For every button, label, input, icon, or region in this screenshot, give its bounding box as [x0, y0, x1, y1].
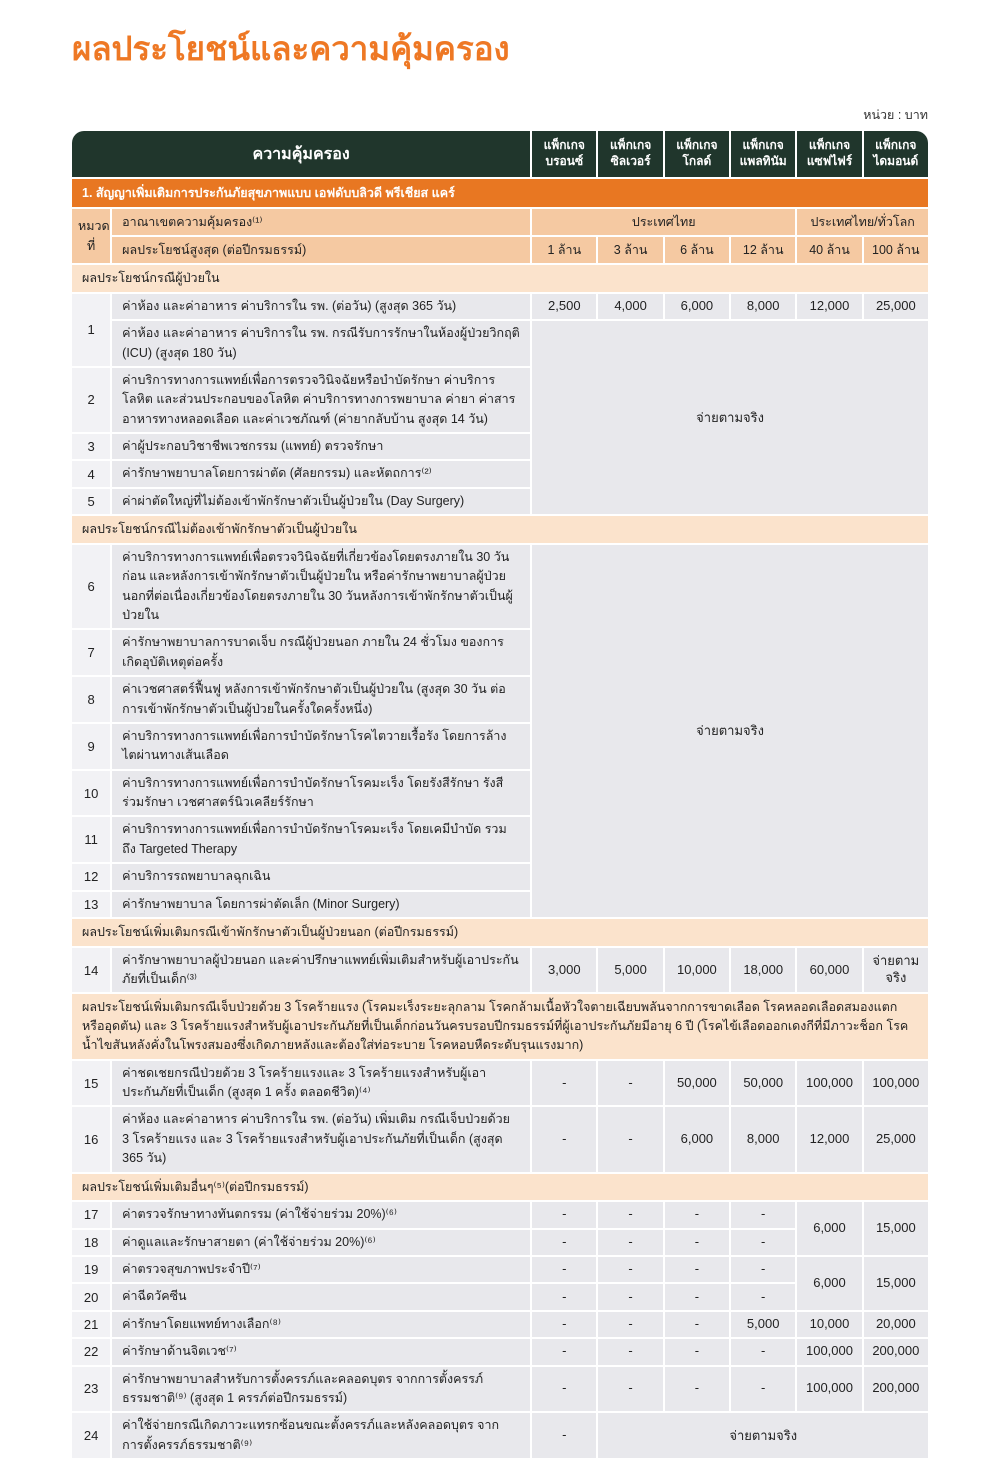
value-cell: 50,000	[731, 1061, 795, 1106]
row-number: 3	[72, 434, 110, 459]
value-cell: จ่ายตามจริง	[864, 948, 928, 993]
limit-cell: 12 ล้าน	[731, 237, 795, 263]
value-cell: 20,000	[864, 1312, 928, 1337]
value-cell: -	[532, 1230, 596, 1255]
value-cell: 100,000	[797, 1061, 861, 1106]
section-title: ผลประโยชน์เพิ่มเติมกรณีเข้าพักรักษาตัวเป็นผู้ป่วยนอก (ต่อปีกรมธรรม์)	[72, 919, 928, 946]
table-header-row	[72, 131, 928, 177]
value-cell: -	[532, 1312, 596, 1337]
value-cell: -	[665, 1202, 729, 1227]
package-word: แพ็กเกจ	[609, 138, 652, 153]
table-row	[72, 321, 928, 366]
row-number: 17	[72, 1202, 110, 1227]
benefit-desc: ค่าผ่าตัดใหญ่ที่ไม่ต้องเข้าพักรักษาตัวเป็นผู้ป่วยใน (Day Surgery)	[112, 489, 530, 514]
value-cell: -	[731, 1202, 795, 1227]
value-cell: -	[532, 1284, 596, 1309]
section-row-ipd	[72, 265, 928, 292]
benefit-desc: ค่าห้อง และค่าอาหาร ค่าบริการใน รพ. (ต่อวัน) (สูงสุด 365 วัน)	[112, 294, 530, 319]
package-header-silver	[598, 131, 662, 177]
package-word: แพ็กเกจ	[543, 138, 585, 153]
benefit-desc: ค่ารักษาโดยแพทย์ทางเลือก⁽⁸⁾	[112, 1312, 530, 1337]
package-name: แพลทินัม	[739, 154, 787, 168]
limit-cell: 6 ล้าน	[665, 237, 729, 263]
row-number: 16	[72, 1107, 110, 1171]
value-cell-merged: 15,000	[864, 1202, 928, 1255]
row-number: 11	[72, 817, 110, 862]
section-title: ผลประโยชน์เพิ่มเติมกรณีเจ็บป่วยด้วย 3 โรคร้ายแรง (โรคมะเร็งระยะลุกลาม โรคกล้ามเนื้อหัวใจตายเฉียบพลันจากการขาดเลือด โรคหลอดเลือดสมองแตกหรืออุดตัน) และ 3 โรคร้ายแรงสำหรับผู้เอาประกันภัยที่เป็นเด็กก่อนวันครบรอบปีกรมธรรม์ที่ผู้เอาประกันภัยมีอายุ 6 ปี (โรคไข้เลือดออกเดงกีที่มีภาวะช็อก โรคน้ำไขสันหลังคั่งในโพรงสมองซึ่งเกิดภายหลังและต้องใส่ท่อระบาย โรคหอบหืดระดับรุนแรงมาก)	[72, 994, 928, 1058]
benefit-desc: ค่ารักษาพยาบาลผู้ป่วยนอก และค่าปรึกษาแพทย์เพิ่มเติมสำหรับผู้เอาประกันภัยที่เป็นเด็ก⁽³⁾	[112, 948, 530, 993]
row-number: 13	[72, 892, 110, 917]
table-row	[72, 1061, 928, 1106]
table-row	[72, 1202, 928, 1227]
section-title: ผลประโยชน์กรณีผู้ป่วยใน	[72, 265, 928, 292]
package-word: แพ็กเกจ	[676, 138, 718, 153]
benefit-desc: ค่าห้อง และค่าอาหาร ค่าบริการใน รพ. (ต่อวัน) เพิ่มเติม กรณีเจ็บป่วยด้วย 3 โรคร้ายแรง และ 3 โรคร้ายแรงสำหรับผู้เอาประกันภัยที่เป็นเด็ก (สูงสุด 365 วัน)	[112, 1107, 530, 1171]
benefit-desc: ค่าดูแลและรักษาสายตา (ค่าใช้จ่ายร่วม 20%)⁽⁶⁾	[112, 1230, 530, 1255]
benefit-desc: ค่าบริการทางการแพทย์เพื่อตรวจวินิจฉัยที่เกี่ยวข้องโดยตรงภายใน 30 วันก่อน และหลังการเข้าพักรักษาตัวเป็นผู้ป่วยใน หรือค่ารักษาพยาบาลผู้ป่วยนอกที่ต่อเนื่องเกี่ยวข้องโดยตรงภายใน 30 วันหลังการเข้าพักรักษาตัวเป็นผู้ป่วยใน	[112, 545, 530, 629]
value-cell: 12,000	[797, 294, 861, 319]
value-cell: 100,000	[864, 1061, 928, 1106]
value-cell: -	[598, 1257, 662, 1282]
benefit-desc: ค่าตรวจรักษาทางทันตกรรม (ค่าใช้จ่ายร่วม 20%)⁽⁶⁾	[112, 1202, 530, 1227]
value-cell: 2,500	[532, 294, 596, 319]
benefit-desc: ค่าห้อง และค่าอาหาร ค่าบริการใน รพ. กรณีรับการรักษาในห้องผู้ป่วยวิกฤติ (ICU) (สูงสุด 180 วัน)	[112, 321, 530, 366]
benefit-desc: ค่าบริการทางการแพทย์เพื่อการตรวจวินิจฉัยหรือบำบัดรักษา ค่าบริการโลหิต และส่วนประกอบของโลหิต ค่าบริการทางการพยาบาล ค่ายา ค่าสารอาหารทางหลอดเลือด และค่าเวชภัณฑ์ (ค่ายากลับบ้าน สูงสุด 14 วัน)	[112, 368, 530, 432]
value-cell: 18,000	[731, 948, 795, 993]
value-cell: -	[598, 1202, 662, 1227]
value-cell: 5,000	[598, 948, 662, 993]
value-cell: 10,000	[665, 948, 729, 993]
row-number: 15	[72, 1061, 110, 1106]
unit-label: หน่วย : บาท	[863, 108, 928, 122]
value-cell: 50,000	[665, 1061, 729, 1106]
package-header-sapphire	[797, 131, 861, 177]
value-cell-merged: 6,000	[797, 1257, 861, 1310]
row-number: 22	[72, 1339, 110, 1364]
benefit-desc: ค่ารักษาพยาบาล โดยการผ่าตัดเล็ก (Minor Surgery)	[112, 892, 530, 917]
value-cell: 5,000	[731, 1312, 795, 1337]
limit-cell: 1 ล้าน	[532, 237, 596, 263]
category-col-label: หมวดที่	[72, 209, 110, 263]
row-number: 14	[72, 948, 110, 993]
row-number: 18	[72, 1230, 110, 1255]
value-cell: -	[598, 1230, 662, 1255]
value-cell: 25,000	[864, 1107, 928, 1171]
package-name: แซฟไฟร์	[806, 154, 853, 168]
value-cell: 4,000	[598, 294, 662, 319]
package-name: โกลด์	[682, 154, 712, 168]
row-number: 12	[72, 864, 110, 889]
row-number: 4	[72, 461, 110, 486]
limit-cell: 3 ล้าน	[598, 237, 662, 263]
table-row	[72, 1413, 928, 1458]
value-cell: -	[532, 1061, 596, 1106]
benefit-desc: ค่าบริการทางการแพทย์เพื่อการบำบัดรักษาโรคมะเร็ง โดยเคมีบำบัด รวมถึง Targeted Therapy	[112, 817, 530, 862]
table-row	[72, 1257, 928, 1282]
value-cell: -	[532, 1367, 596, 1412]
package-word: แพ็กเกจ	[742, 138, 784, 153]
row-number: 10	[72, 771, 110, 816]
value-cell: 200,000	[864, 1367, 928, 1412]
value-cell: 10,000	[797, 1312, 861, 1337]
territory-thailand: ประเทศไทย	[532, 209, 795, 235]
value-cell: -	[598, 1312, 662, 1337]
value-cell: 100,000	[797, 1339, 861, 1364]
contract-title: 1. สัญญาเพิ่มเติมการประกันภัยสุขภาพแบบ เอฟดับบลิวดี พรีเชียส แคร์	[72, 179, 928, 207]
value-cell: 200,000	[864, 1339, 928, 1364]
value-cell: -	[665, 1367, 729, 1412]
pay-actual-cell: จ่ายตามจริง	[532, 545, 928, 917]
package-word: แพ็กเกจ	[808, 138, 851, 153]
value-cell: -	[598, 1339, 662, 1364]
limit-cell: 100 ล้าน	[864, 237, 928, 263]
row-number: 8	[72, 677, 110, 722]
value-cell: -	[731, 1367, 795, 1412]
row-number: 1	[72, 294, 110, 366]
territory-label: อาณาเขตความคุ้มครอง⁽¹⁾	[112, 209, 530, 235]
package-name: บรอนซ์	[545, 154, 584, 168]
row-number: 9	[72, 724, 110, 769]
benefit-desc: ค่าใช้จ่ายกรณีเกิดภาวะแทรกซ้อนขณะตั้งครรภ์และหลังคลอดบุตร จากการตั้งครรภ์ธรรมชาติ⁽⁹⁾	[112, 1413, 530, 1458]
value-cell: -	[598, 1284, 662, 1309]
max-benefit-label: ผลประโยชน์สูงสุด (ต่อปีกรมธรรม์)	[112, 237, 530, 263]
value-cell: -	[598, 1367, 662, 1412]
row-number: 6	[72, 545, 110, 629]
row-number: 19	[72, 1257, 110, 1282]
value-cell-merged: 6,000	[797, 1202, 861, 1255]
benefit-desc: ค่าฉีดวัคซีน	[112, 1284, 530, 1309]
value-cell: -	[731, 1257, 795, 1282]
benefit-desc: ค่าบริการทางการแพทย์เพื่อการบำบัดรักษาโรคไตวายเรื้อรัง โดยการล้างไตผ่านทางเส้นเลือด	[112, 724, 530, 769]
package-header-platinum	[731, 131, 795, 177]
value-cell: -	[665, 1257, 729, 1282]
limit-cell: 40 ล้าน	[797, 237, 861, 263]
value-cell: -	[532, 1202, 596, 1227]
value-cell: -	[532, 1257, 596, 1282]
row-number: 24	[72, 1413, 110, 1458]
package-header-diamond	[864, 131, 928, 177]
value-cell: -	[731, 1284, 795, 1309]
section-title: ผลประโยชน์กรณีไม่ต้องเข้าพักรักษาตัวเป็นผู้ป่วยใน	[72, 516, 928, 543]
benefit-desc: ค่าเวชศาสตร์ฟื้นฟู หลังการเข้าพักรักษาตัวเป็นผู้ป่วยใน (สูงสุด 30 วัน ต่อการเข้าพักรักษาตัวเป็นผู้ป่วยในครั้งใดครั้งหนึ่ง)	[112, 677, 530, 722]
value-cell: -	[731, 1339, 795, 1364]
table-row	[72, 294, 928, 319]
section-row-opd	[72, 516, 928, 543]
max-benefit-row	[72, 237, 928, 263]
value-cell: 6,000	[665, 1107, 729, 1171]
value-cell: 60,000	[797, 948, 861, 993]
value-cell: -	[665, 1230, 729, 1255]
table-row	[72, 1339, 928, 1364]
section-row-opd-extra	[72, 919, 928, 946]
package-name: ไดมอนด์	[873, 154, 919, 168]
contract-title-row	[72, 179, 928, 207]
value-cell: -	[598, 1061, 662, 1106]
value-cell: 8,000	[731, 1107, 795, 1171]
pay-actual-cell: จ่ายตามจริง	[532, 321, 928, 514]
benefit-desc: ค่ารักษาพยาบาลโดยการผ่าตัด (ศัลยกรรม) และหัตถการ⁽²⁾	[112, 461, 530, 486]
value-cell-merged: 15,000	[864, 1257, 928, 1310]
territory-worldwide: ประเทศไทย/ทั่วโลก	[797, 209, 928, 235]
value-cell: 8,000	[731, 294, 795, 319]
row-number: 2	[72, 368, 110, 432]
value-cell: -	[532, 1107, 596, 1171]
row-number: 23	[72, 1367, 110, 1412]
section-row-critical-illness	[72, 994, 928, 1058]
benefits-table	[70, 129, 930, 1460]
coverage-header: ความคุ้มครอง	[72, 131, 530, 177]
package-header-bronze	[532, 131, 596, 177]
row-number: 20	[72, 1284, 110, 1309]
value-cell: 25,000	[864, 294, 928, 319]
value-cell: -	[598, 1107, 662, 1171]
benefit-desc: ค่าชดเชยกรณีป่วยด้วย 3 โรคร้ายแรงและ 3 โรคร้ายแรงสำหรับผู้เอาประกันภัยที่เป็นเด็ก (สูงสุด 1 ครั้ง ตลอดชีวิต)⁽⁴⁾	[112, 1061, 530, 1106]
page-title: ผลประโยชน์และความคุ้มครอง	[72, 30, 510, 67]
benefit-desc: ค่ารักษาพยาบาลสำหรับการตั้งครรภ์และคลอดบุตร จากการตั้งครรภ์ธรรมชาติ⁽⁹⁾ (สูงสุด 1 ครรภ์ต่อปีกรมธรรม์)	[112, 1367, 530, 1412]
territory-row	[72, 209, 928, 235]
row-number: 21	[72, 1312, 110, 1337]
benefit-desc: ค่ารักษาพยาบาลการบาดเจ็บ กรณีผู้ป่วยนอก ภายใน 24 ชั่วโมง ของการเกิดอุบัติเหตุต่อครั้ง	[112, 630, 530, 675]
table-row	[72, 545, 928, 629]
section-row-other	[72, 1174, 928, 1201]
package-word: แพ็กเกจ	[875, 138, 917, 153]
value-cell: -	[532, 1339, 596, 1364]
value-cell: -	[665, 1339, 729, 1364]
value-cell: -	[665, 1312, 729, 1337]
pay-actual-cell: จ่ายตามจริง	[598, 1413, 928, 1458]
benefit-desc: ค่าผู้ประกอบวิชาชีพเวชกรรม (แพทย์) ตรวจรักษา	[112, 434, 530, 459]
table-row	[72, 1107, 928, 1171]
value-cell: -	[731, 1230, 795, 1255]
table-row	[72, 1367, 928, 1412]
value-cell: -	[665, 1284, 729, 1309]
value-cell: 100,000	[797, 1367, 861, 1412]
benefit-desc: ค่ารักษาด้านจิตเวช⁽⁷⁾	[112, 1339, 530, 1364]
row-number: 7	[72, 630, 110, 675]
row-number: 5	[72, 489, 110, 514]
value-cell: 3,000	[532, 948, 596, 993]
benefit-desc: ค่าบริการรถพยาบาลฉุกเฉิน	[112, 864, 530, 889]
package-name: ซิลเวอร์	[610, 154, 651, 168]
section-title: ผลประโยชน์เพิ่มเติมอื่นๆ⁽⁵⁾(ต่อปีกรมธรรม์)	[72, 1174, 928, 1201]
value-cell: -	[532, 1413, 596, 1458]
benefit-desc: ค่าบริการทางการแพทย์เพื่อการบำบัดรักษาโรคมะเร็ง โดยรังสีรักษา รังสีร่วมรักษา เวชศาสตร์นิวเคลียร์รักษา	[112, 771, 530, 816]
table-row	[72, 1312, 928, 1337]
value-cell: 6,000	[665, 294, 729, 319]
table-row	[72, 948, 928, 993]
package-header-gold	[665, 131, 729, 177]
value-cell: 12,000	[797, 1107, 861, 1171]
benefit-desc: ค่าตรวจสุขภาพประจำปี⁽⁷⁾	[112, 1257, 530, 1282]
